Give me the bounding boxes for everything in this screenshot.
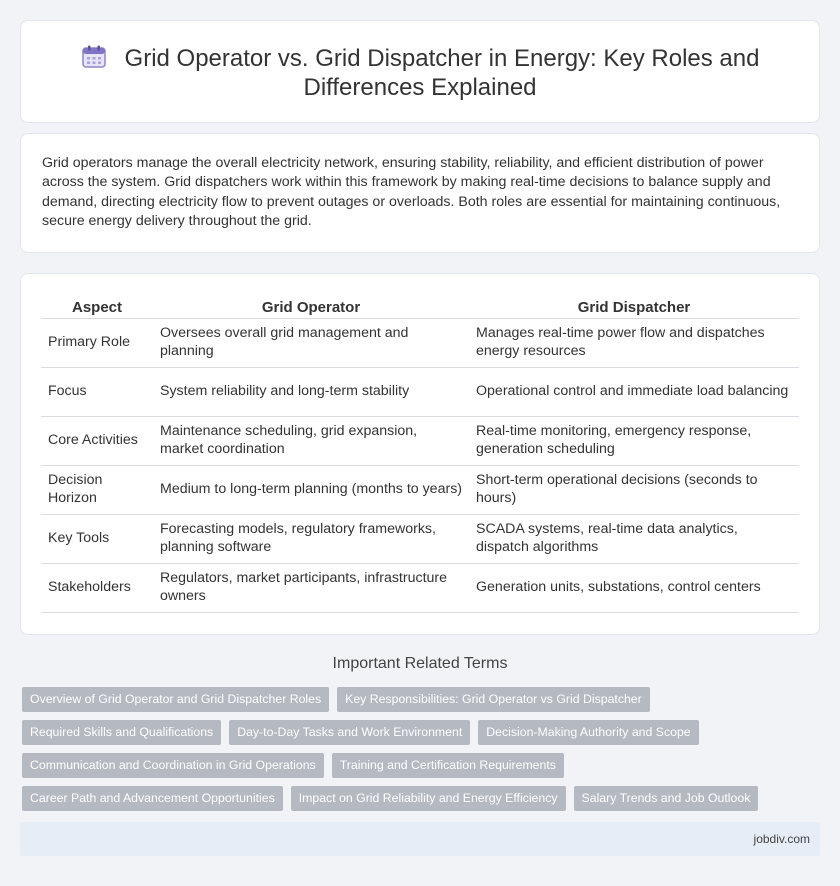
related-term-tag[interactable]: Overview of Grid Operator and Grid Dispatcher Roles [22, 687, 329, 712]
aspect-cell: Core Activities [41, 417, 153, 466]
table-row [41, 417, 799, 466]
page-title-text: Grid Operator vs. Grid Dispatcher in Energy: Key Roles and Differences Explained [124, 45, 760, 101]
aspect-cell: Decision Horizon [41, 466, 153, 515]
page-title [21, 44, 819, 102]
footer-site-link[interactable]: jobdiv.com [753, 832, 810, 846]
calendar-icon [81, 45, 107, 69]
table-row [41, 564, 799, 613]
header-grid-dispatcher: Grid Dispatcher [469, 294, 799, 319]
table-row [41, 515, 799, 564]
related-terms-heading: Important Related Terms [332, 655, 508, 672]
aspect-cell: Key Tools [41, 515, 153, 564]
table-row [41, 368, 799, 417]
header-aspect: Aspect [41, 294, 153, 319]
related-term-tag[interactable]: Career Path and Advancement Opportunities [22, 786, 283, 811]
header-grid-operator: Grid Operator [153, 294, 469, 319]
operator-cell: Forecasting models, regulatory frameworks, planning software [153, 515, 469, 564]
dispatcher-cell: Manages real-time power flow and dispatches energy resources [469, 319, 799, 368]
aspect-cell: Stakeholders [41, 564, 153, 613]
dispatcher-cell: SCADA systems, real-time data analytics, dispatch algorithms [469, 515, 799, 564]
related-term-tag[interactable]: Communication and Coordination in Grid Operations [22, 753, 324, 778]
table-header-row [41, 294, 799, 319]
related-term-tag[interactable]: Impact on Grid Reliability and Energy Efficiency [291, 786, 566, 811]
related-term-tag[interactable]: Decision-Making Authority and Scope [478, 720, 698, 745]
dispatcher-cell: Short-term operational decisions (seconds to hours) [469, 466, 799, 515]
table-row [41, 466, 799, 515]
table-row [41, 319, 799, 368]
aspect-cell: Focus [41, 368, 153, 417]
operator-cell: Medium to long-term planning (months to years) [153, 466, 469, 515]
dispatcher-cell: Generation units, substations, control centers [469, 564, 799, 613]
related-term-tag[interactable]: Day-to-Day Tasks and Work Environment [229, 720, 470, 745]
related-term-tag[interactable]: Salary Trends and Job Outlook [574, 786, 759, 811]
footer [20, 822, 820, 856]
intro-card [20, 133, 820, 253]
dispatcher-cell: Operational control and immediate load balancing [469, 368, 799, 417]
operator-cell: System reliability and long-term stability [153, 368, 469, 417]
comparison-table [41, 294, 799, 613]
intro-paragraph: Grid operators manage the overall electricity network, ensuring stability, reliability, and efficient distribution of power across the system. Grid dispatchers work within this framework by making real-time decisions to balance supply and demand, directing electricity flow to prevent outages or overloads. Both roles are essential for maintaining continuous, secure energy delivery throughout the grid. [42, 155, 781, 230]
related-term-tag[interactable]: Required Skills and Qualifications [22, 720, 221, 745]
dispatcher-cell: Real-time monitoring, emergency response, generation scheduling [469, 417, 799, 466]
operator-cell: Regulators, market participants, infrastructure owners [153, 564, 469, 613]
related-term-tag[interactable]: Training and Certification Requirements [332, 753, 564, 778]
related-terms-list [22, 687, 822, 811]
operator-cell: Maintenance scheduling, grid expansion, market coordination [153, 417, 469, 466]
comparison-card [20, 273, 820, 635]
operator-cell: Oversees overall grid management and planning [153, 319, 469, 368]
title-card [20, 20, 820, 123]
related-term-tag[interactable]: Key Responsibilities: Grid Operator vs Grid Dispatcher [337, 687, 650, 712]
aspect-cell: Primary Role [41, 319, 153, 368]
